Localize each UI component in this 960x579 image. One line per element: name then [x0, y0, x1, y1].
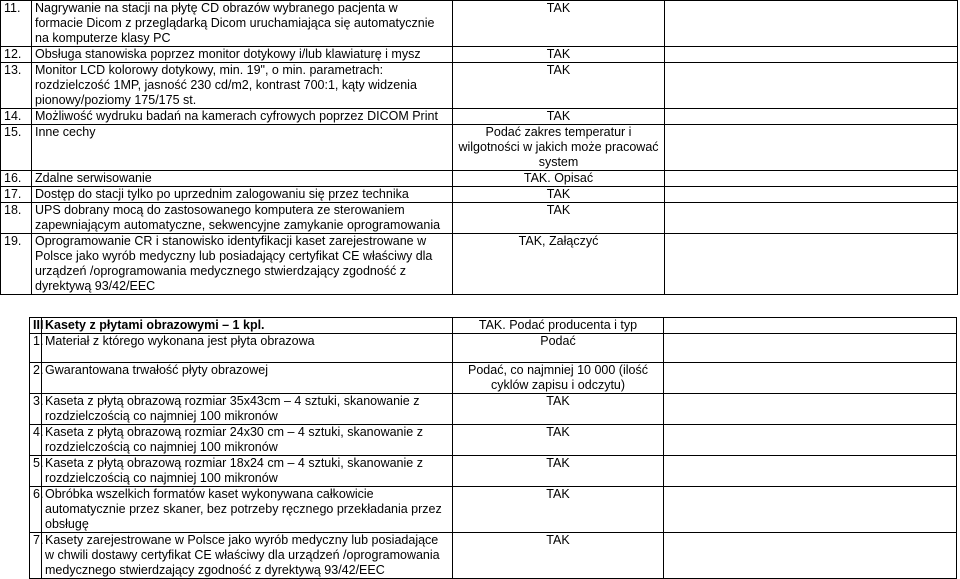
row-description: Kasety zarejestrowane w Polsce jako wyrób medyczny lub posiadające w chwili dostawy certyfikat CE właściwy dla urządzeń /oprogramowania medycznego stwierdzający zgodność z dyrektywą 93/42/EEC — [42, 533, 453, 579]
table-row — [30, 425, 957, 456]
offer-cell — [664, 487, 957, 533]
row-number: 2. — [30, 363, 42, 394]
cassette-table — [29, 317, 957, 579]
row-number: 1. — [30, 334, 42, 363]
row-description: Inne cechy — [32, 125, 453, 171]
row-value: TAK — [453, 394, 664, 425]
section-number: III — [30, 318, 42, 334]
spec-table-body — [1, 1, 958, 295]
row-number: 16. — [1, 171, 32, 187]
row-number: 4. — [30, 425, 42, 456]
section-header-row — [30, 318, 957, 334]
offer-cell — [665, 171, 958, 187]
row-number: 11. — [1, 1, 32, 47]
row-description: Kaseta z płytą obrazową rozmiar 24x30 cm – 4 sztuki, skanowanie z rozdzielczością co najmniej 100 mikronów — [42, 425, 453, 456]
table-row — [1, 203, 958, 234]
row-number: 19. — [1, 234, 32, 295]
offer-cell — [665, 187, 958, 203]
row-value: TAK — [453, 533, 664, 579]
row-description: UPS dobrany mocą do zastosowanego komputera ze sterowaniem zapewniającym automatyczne, sekwencyjne zamykanie oprogramowania — [32, 203, 453, 234]
offer-cell — [665, 47, 958, 63]
row-description: Dostęp do stacji tylko po uprzednim zalogowaniu się przez technika — [32, 187, 453, 203]
table-row — [1, 125, 958, 171]
row-value: TAK — [453, 63, 665, 109]
row-value: TAK — [453, 456, 664, 487]
row-description: Materiał z którego wykonana jest płyta obrazowa — [42, 334, 453, 363]
row-value: Podać — [453, 334, 664, 363]
row-description: Obsługa stanowiska poprzez monitor dotykowy i/lub klawiaturę i mysz — [32, 47, 453, 63]
row-value: TAK, Załączyć — [453, 234, 665, 295]
row-number: 7. — [30, 533, 42, 579]
table-row — [1, 187, 958, 203]
offer-cell — [665, 125, 958, 171]
row-number: 3. — [30, 394, 42, 425]
row-value: TAK — [453, 203, 665, 234]
row-description: Gwarantowana trwałość płyty obrazowej — [42, 363, 453, 394]
table-row — [30, 363, 957, 394]
offer-cell — [665, 109, 958, 125]
row-value: TAK — [453, 109, 665, 125]
row-description: Obróbka wszelkich formatów kaset wykonywana całkowicie automatycznie przez skaner, bez potrzeby ręcznego przekładania przez obsługę — [42, 487, 453, 533]
cassette-table-body — [30, 318, 957, 579]
offer-cell — [664, 394, 957, 425]
row-value: TAK — [453, 47, 665, 63]
row-number: 5. — [30, 456, 42, 487]
row-number: 15. — [1, 125, 32, 171]
table-row — [1, 234, 958, 295]
row-value: TAK. Opisać — [453, 171, 665, 187]
table-row — [30, 334, 957, 363]
offer-cell — [665, 234, 958, 295]
table-row — [1, 1, 958, 47]
row-value: TAK — [453, 1, 665, 47]
table-row — [30, 533, 957, 579]
row-description: Możliwość wydruku badań na kamerach cyfrowych poprzez DICOM Print — [32, 109, 453, 125]
section-title: Kasety z płytami obrazowymi – 1 kpl. — [42, 318, 453, 334]
row-number: 13. — [1, 63, 32, 109]
row-number: 12. — [1, 47, 32, 63]
row-number: 14. — [1, 109, 32, 125]
section-value: TAK. Podać producenta i typ — [453, 318, 664, 334]
row-number: 6. — [30, 487, 42, 533]
row-value: TAK — [453, 425, 664, 456]
table-row — [1, 171, 958, 187]
table-row — [30, 394, 957, 425]
table-row — [1, 109, 958, 125]
table-row — [1, 47, 958, 63]
row-description: Kaseta z płytą obrazową rozmiar 35x43cm – 4 sztuki, skanowanie z rozdzielczością co najmniej 100 mikronów — [42, 394, 453, 425]
offer-cell — [665, 63, 958, 109]
table-row — [1, 63, 958, 109]
row-value: TAK — [453, 187, 665, 203]
offer-cell — [664, 425, 957, 456]
offer-cell — [665, 1, 958, 47]
row-description: Oprogramowanie CR i stanowisko identyfikacji kaset zarejestrowane w Polsce jako wyrób medyczny lub posiadający certyfikat CE właściwy dla urządzeń /oprogramowania medycznego stwierdzający zgodność z dyrektywą 93/42/EEC — [32, 234, 453, 295]
offer-cell — [664, 456, 957, 487]
row-number: 18. — [1, 203, 32, 234]
row-number: 17. — [1, 187, 32, 203]
row-description: Monitor LCD kolorowy dotykowy, min. 19", o min. parametrach: rozdzielczość 1MP, jasność 230 cd/m2, kontrast 700:1, kąty widzenia pionowy/poziomy 175/175 st. — [32, 63, 453, 109]
offer-cell — [664, 533, 957, 579]
offer-cell — [665, 203, 958, 234]
row-description: Nagrywanie na stacji na płytę CD obrazów wybranego pacjenta w formacie Dicom z przeglądarką Dicom uruchamiająca się automatycznie na komputerze klasy PC — [32, 1, 453, 47]
offer-cell — [664, 334, 957, 363]
row-value: TAK — [453, 487, 664, 533]
row-value: Podać, co najmniej 10 000 (ilość cyklów zapisu i odczytu) — [453, 363, 664, 394]
offer-cell — [664, 363, 957, 394]
row-description: Kaseta z płytą obrazową rozmiar 18x24 cm – 4 sztuki, skanowanie z rozdzielczością co najmniej 100 mikronów — [42, 456, 453, 487]
offer-cell — [664, 318, 957, 334]
table-row — [30, 456, 957, 487]
table-row — [30, 487, 957, 533]
row-description: Zdalne serwisowanie — [32, 171, 453, 187]
row-value: Podać zakres temperatur i wilgotności w jakich może pracować system — [453, 125, 665, 171]
